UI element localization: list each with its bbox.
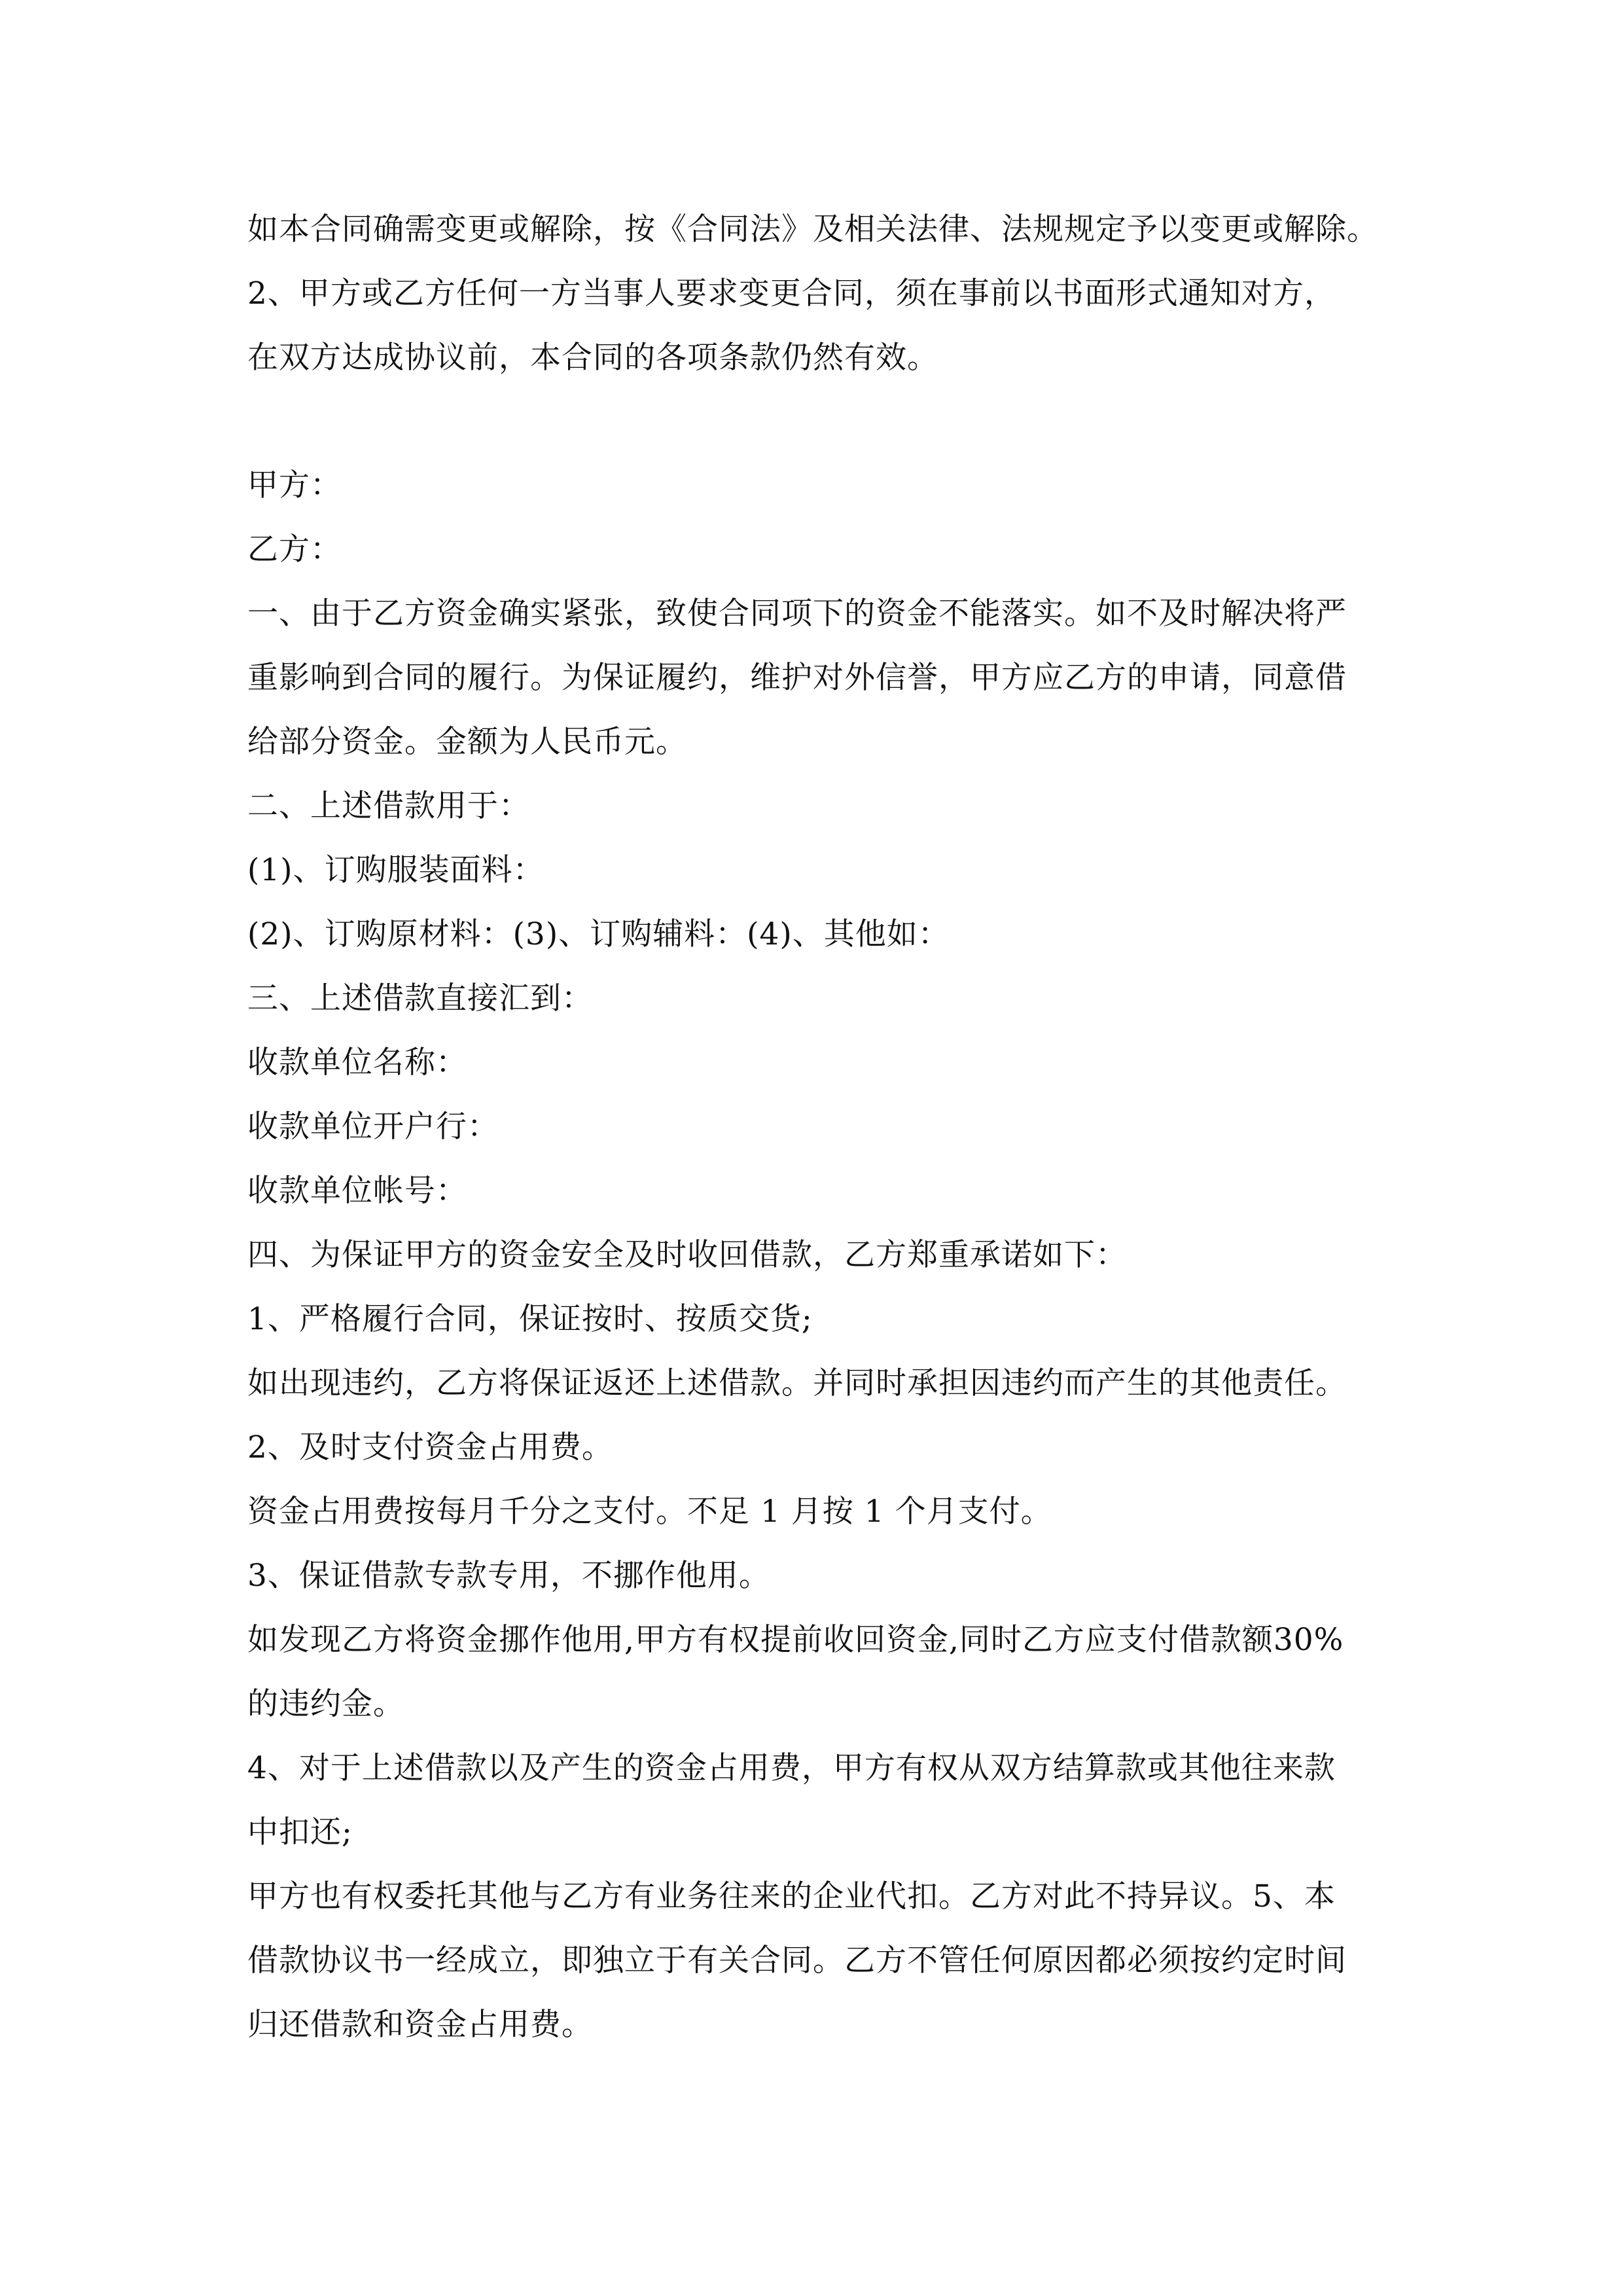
payee-account-label: 收款单位帐号： xyxy=(247,1173,467,1209)
paragraph-line: 如发现乙方将资金挪作他用,甲方有权提前收回资金,同时乙方应支付借款额30% xyxy=(247,1622,1344,1658)
paragraph-line: 一、由于乙方资金确实紧张，致使合同项下的资金不能落实。如不及时解决将严 xyxy=(247,596,1347,632)
section-heading: 二、上述借款用于： xyxy=(247,788,530,824)
document-body xyxy=(247,198,1399,2057)
paragraph-line: 4、对于上述借款以及产生的资金占用费，甲方有权从双方结算款或其他往来款 xyxy=(247,1750,1336,1786)
paragraph-line: 如出现违约，乙方将保证返还上述借款。并同时承担因违约而产生的其他责任。 xyxy=(247,1365,1347,1401)
paragraph-line: 在双方达成协议前，本合同的各项条款仍然有效。 xyxy=(247,340,938,376)
paragraph-line: 资金占用费按每月千分之支付。不足 1 月按 1 个月支付。 xyxy=(247,1494,1052,1530)
paragraph-line: 重影响到合同的履行。为保证履约，维护对外信誉，甲方应乙方的申请，同意借 xyxy=(247,660,1347,696)
party-b-label: 乙方： xyxy=(247,531,342,567)
paragraph-line: 归还借款和资金占用费。 xyxy=(247,2007,593,2043)
payee-name-label: 收款单位名称： xyxy=(247,1045,467,1081)
paragraph-line: 的违约金。 xyxy=(247,1686,404,1722)
paragraph-line: 3、保证借款专款专用，不挪作他用。 xyxy=(247,1558,770,1594)
paragraph-line: 如本合同确需变更或解除，按《合同法》及相关法律、法规规定予以变更或解除。 xyxy=(247,211,1378,247)
paragraph-line: 中扣还; xyxy=(247,1814,353,1850)
party-a-label: 甲方： xyxy=(247,467,342,503)
paragraph-line: 2、及时支付资金占用费。 xyxy=(247,1429,613,1465)
paragraph-line: 1、严格履行合同，保证按时、按质交货; xyxy=(247,1301,813,1337)
paragraph-line: (2)、订购原材料：(3)、订购辅料：(4)、其他如： xyxy=(247,916,950,952)
paragraph-line: 甲方也有权委托其他与乙方有业务往来的企业代扣。乙方对此不持异议。5、本 xyxy=(247,1878,1336,1914)
paragraph-line: 给部分资金。金额为人民币元。 xyxy=(247,724,687,760)
paragraph-line: (1)、订购服装面料： xyxy=(247,852,544,888)
payee-bank-label: 收款单位开户行： xyxy=(247,1109,499,1145)
paragraph-line: 借款协议书一经成立，即独立于有关合同。乙方不管任何原因都必须按约定时间 xyxy=(247,1943,1347,1979)
paragraph-gap xyxy=(247,390,1399,454)
section-heading: 四、为保证甲方的资金安全及时收回借款，乙方郑重承诺如下： xyxy=(247,1237,1127,1273)
section-heading: 三、上述借款直接汇到： xyxy=(247,980,593,1016)
paragraph-line: 2、甲方或乙方任何一方当事人要求变更合同，须在事前以书面形式通知对方， xyxy=(247,276,1336,312)
